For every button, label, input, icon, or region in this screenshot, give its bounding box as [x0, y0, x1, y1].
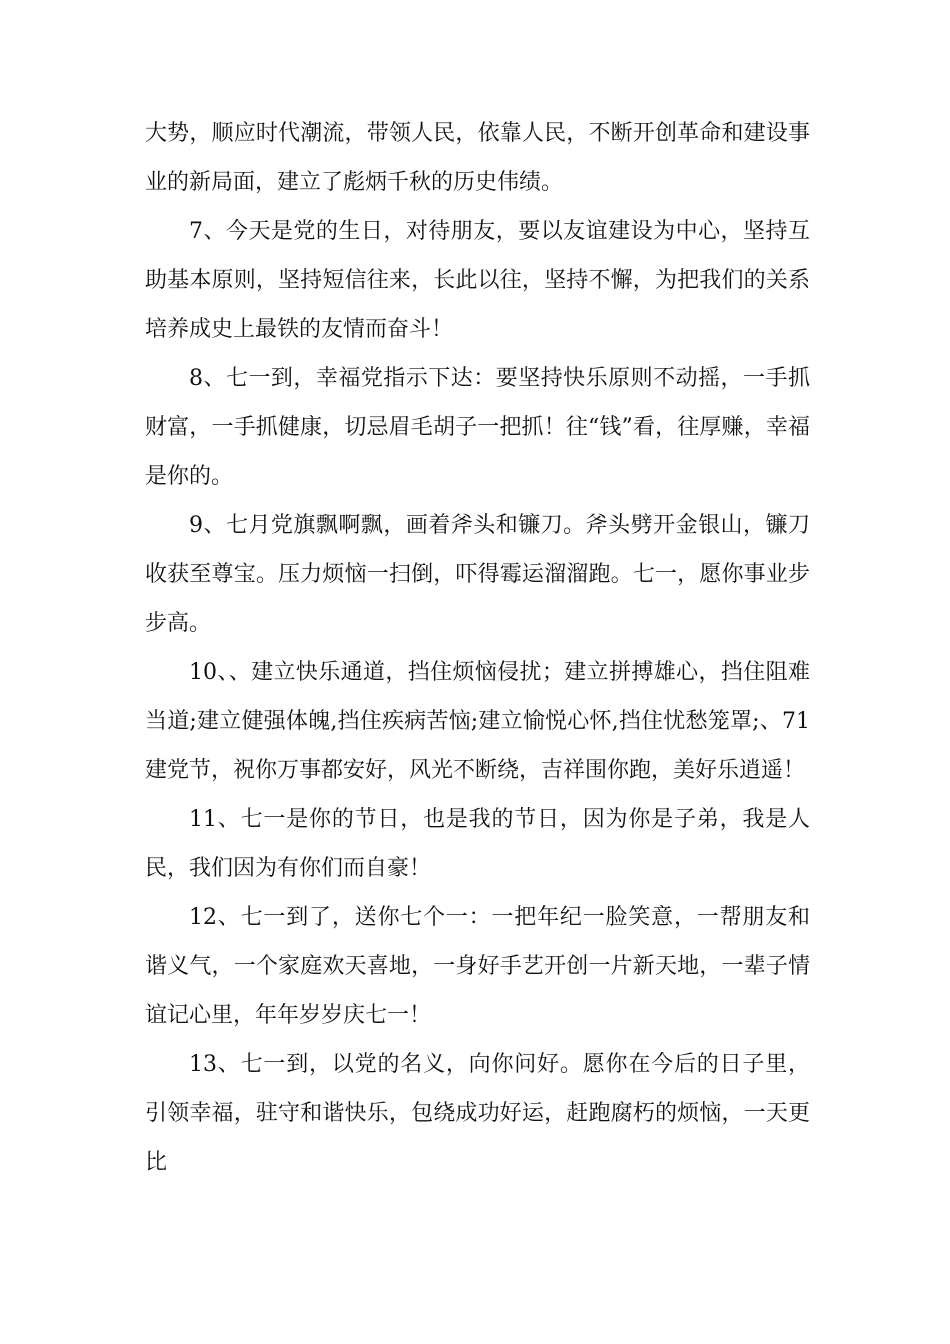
paragraph-11: 11、七一是你的节日，也是我的节日，因为你是子弟，我是人民，我们因为有你们而自豪！ — [145, 807, 810, 881]
paragraph-9: 9、七月党旗飘啊飘，画着斧头和镰刀。斧头劈开金银山，镰刀收获至尊宝。压力烦恼一扫倒，吓得霉运溜溜跑。七一，愿你事业步步高。 — [145, 513, 810, 636]
paragraph-12: 12、七一到了，送你七个一：一把年纪一脸笑意，一帮朋友和谐义气，一个家庭欢天喜地，一身好手艺开创一片新天地，一辈子情谊记心里，年年岁岁庆七一！ — [145, 905, 810, 1028]
paragraph-7: 7、今天是党的生日，对待朋友，要以友谊建设为中心，坚持互助基本原则，坚持短信往来，长此以往，坚持不懈，为把我们的关系培养成史上最铁的友情而奋斗！ — [145, 219, 810, 342]
document-body — [145, 109, 810, 1187]
paragraph-10: 10、、建立快乐通道，挡住烦恼侵扰；建立拼搏雄心，挡住阻难当道;建立健强体魄,挡住疾病苦恼;建立愉悦心怀,挡住忧愁笼罩;、71 建党节，祝你万事都安好，风光不断绕，吉祥围你跑，美好乐逍遥！ — [145, 660, 810, 783]
paragraph-continued: 大势，顺应时代潮流，带领人民，依靠人民，不断开创革命和建设事业的新局面，建立了彪炳千秋的历史伟绩。 — [145, 121, 810, 195]
paragraph-8: 8、七一到，幸福党指示下达：要坚持快乐原则不动摇，一手抓财富，一手抓健康，切忌眉毛胡子一把抓！往“钱”看，往厚赚，幸福是你的。 — [145, 366, 810, 489]
paragraph-13: 13、七一到，以党的名义，向你问好。愿你在今后的日子里，引领幸福，驻守和谐快乐，包绕成功好运，赶跑腐朽的烦恼，一天更比 — [145, 1052, 810, 1175]
